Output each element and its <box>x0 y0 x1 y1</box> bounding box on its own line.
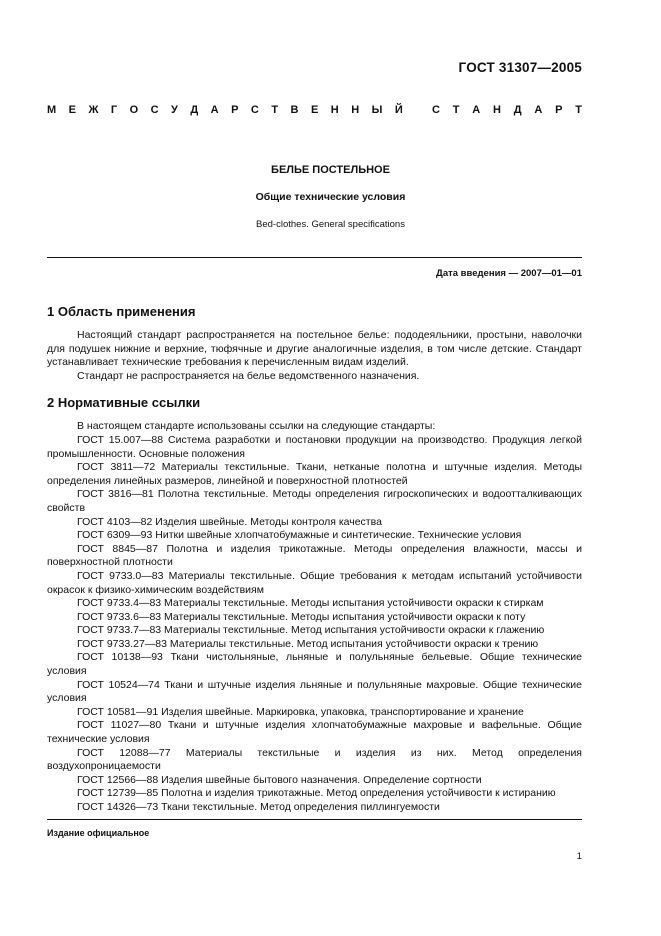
banner-letter: С <box>432 104 440 116</box>
document-title: БЕЛЬЕ ПОСТЕЛЬНОЕ <box>271 164 390 176</box>
reference-item: ГОСТ 3811—72 Материалы текстильные. Ткани, нетканые полотна и штучные изделия. Методы определения линейных размеров, линейной и поверхностной плотностей <box>47 461 582 487</box>
banner-letter: С <box>150 104 159 116</box>
banner-letter: Р <box>555 104 563 116</box>
banner-letter: А <box>210 104 219 116</box>
footer-divider <box>47 819 582 820</box>
section-heading-references: 2 Нормативные ссылки <box>47 395 201 411</box>
reference-item: ГОСТ 9733.4—83 Материалы текстильные. Методы испытания устойчивости окраски к стиркам <box>77 597 544 610</box>
official-edition-label: Издание официальное <box>47 828 150 838</box>
reference-item: ГОСТ 10138—93 Ткани чистольняные, льняные и полульняные бельевые. Общие технические условия <box>47 651 582 678</box>
banner-letter: Н <box>330 104 339 116</box>
banner-letter: Ж <box>88 104 99 116</box>
banner-word-interstate <box>47 104 403 116</box>
reference-item: ГОСТ 10524—74 Ткани и штучные изделия льняные и полульняные махровые. Общие технические условия <box>47 678 582 705</box>
banner-letter: М <box>47 104 57 116</box>
page-number: 1 <box>576 851 582 862</box>
reference-item: ГОСТ 9733.7—83 Материалы текстильные. Метод испытания устойчивости окраски к глажению <box>77 624 545 637</box>
reference-item: ГОСТ 11027—80 Ткани и штучные изделия хлопчатобумажные махровые и вафельные. Общие технические условия <box>47 719 582 746</box>
banner-letter: Т <box>452 104 460 116</box>
banner-letter: А <box>534 104 543 116</box>
banner-letter: В <box>290 104 299 116</box>
reference-item: ГОСТ 10581—91 Изделия швейные. Маркировка, упаковка, транспортирование и хранение <box>77 705 524 718</box>
banner-letter: А <box>472 104 481 116</box>
banner-word-standard <box>432 104 582 116</box>
banner-letter: Й <box>394 104 403 116</box>
section-heading-scope: 1 Область применения <box>47 304 196 319</box>
reference-item: ГОСТ 12088—77 Материалы текстильные и изделия из них. Метод определения воздухопроницаемости <box>47 746 582 773</box>
banner-letter: Н <box>351 104 360 116</box>
reference-item: ГОСТ 14326—73 Ткани текстильные. Метод определения пиллингуемости <box>77 801 440 813</box>
document-subtitle: Общие технические условия <box>255 191 406 203</box>
banner-letter: У <box>171 104 178 116</box>
banner-letter: Г <box>110 104 118 116</box>
banner-letter: Т <box>575 104 582 116</box>
reference-item: ГОСТ 4103—82 Изделия швейные. Методы контроля качества <box>77 515 382 528</box>
banner-letter: Д <box>513 104 522 116</box>
banner-letter: Е <box>310 104 319 116</box>
banner-letter: Д <box>190 104 199 116</box>
reference-item: ГОСТ 15.007—88 Система разработки и постановки продукции на производство. Продукция легкой промышленности. Основные положения <box>47 433 582 460</box>
standard-number: ГОСТ 31307—2005 <box>458 60 582 75</box>
banner-letter: Н <box>492 104 501 116</box>
banner-letter: Т <box>271 104 279 116</box>
english-title: Bed-clothes. General specifications <box>256 219 405 230</box>
references-intro: В настоящем стандарте использованы ссылки на следующие стандарты: <box>77 420 436 433</box>
introduction-date: Дата введения — 2007—01—01 <box>436 268 582 279</box>
reference-item: ГОСТ 3816—81 Полотна текстильные. Методы определения гигроскопических и водоотталкивающих свойств <box>47 488 582 514</box>
reference-item: ГОСТ 8845—87 Полотна и изделия трикотажные. Методы определения влажности, массы и поверхностной плотности <box>47 542 582 569</box>
banner-letter: О <box>129 104 139 116</box>
references-list <box>47 434 582 815</box>
reference-item: ГОСТ 9733.0—83 Материалы текстильные. Общие требования к методам испытаний устойчивости окрасок к физико-химическим воздействиям <box>47 569 582 596</box>
banner-letter: С <box>250 104 259 116</box>
reference-item: ГОСТ 9733.27—83 Материалы текстильные. Метод испытания устойчивости окраски к трению <box>77 637 539 650</box>
reference-item: ГОСТ 9733.6—83 Материалы текстильные. Методы испытания устойчивости окраски к поту <box>77 610 526 623</box>
header-divider <box>47 257 582 258</box>
reference-item: ГОСТ 12566—88 Изделия швейные бытового назначения. Определение сортности <box>77 773 482 786</box>
banner-letter: Р <box>231 104 239 116</box>
scope-paragraph: Настоящий стандарт распространяется на постельное белье: пододеяльники, простыни, наволочки для подушек нижние и верхние, тюфячные и другие аналогичные изделия, в том числе детские. Стандарт устанавливает технические требования к перечисленным видам изделий. <box>47 329 582 369</box>
banner-letter: Е <box>68 104 76 116</box>
scope-exclusion-paragraph: Стандарт не распространяется на белье ведомственного назначения. <box>77 369 420 382</box>
reference-item: ГОСТ 12739—85 Полотна и изделия трикотажные. Метод определения устойчивости к истиранию <box>77 787 556 800</box>
document-body <box>47 304 582 815</box>
reference-item: ГОСТ 6309—93 Нитки швейные хлопчатобумажные и синтетические. Технические условия <box>77 529 522 542</box>
banner-letter: Ы <box>371 104 383 116</box>
interstate-standard-banner <box>47 104 582 116</box>
